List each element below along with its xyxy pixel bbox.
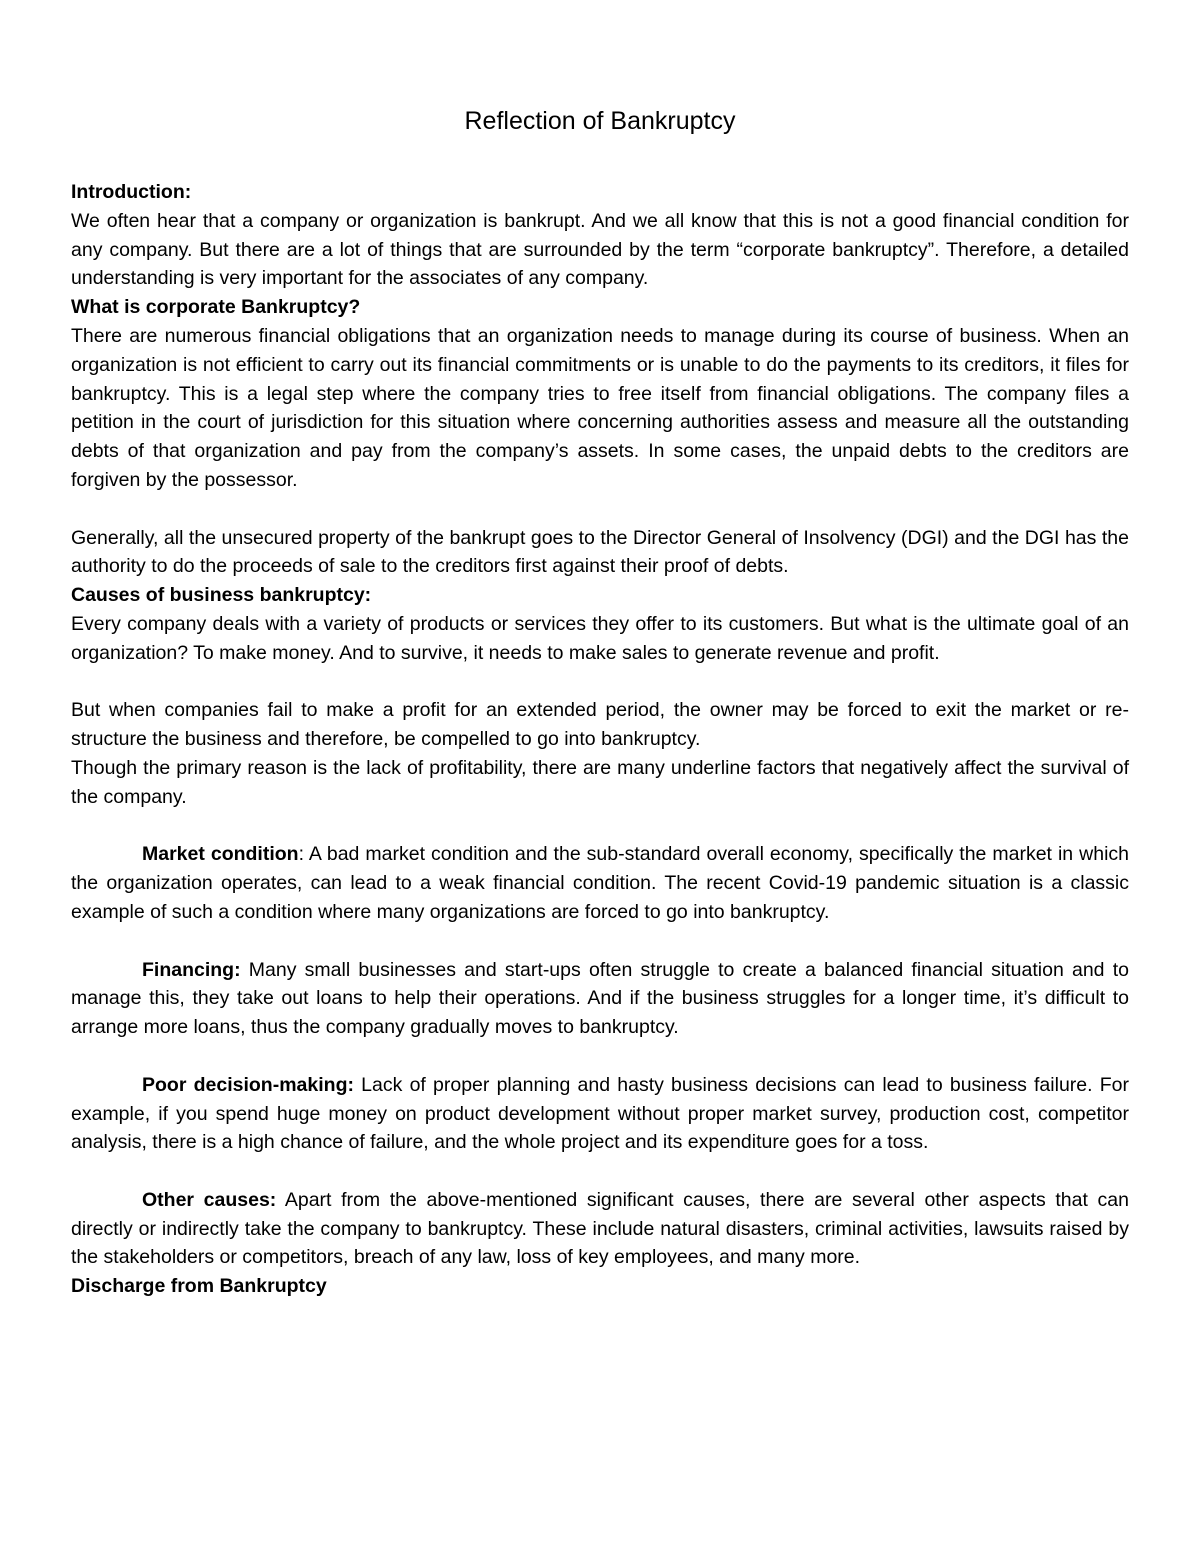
market-condition-paragraph (71, 840, 1129, 926)
financing-paragraph (71, 956, 1129, 1042)
causes-paragraph-2: But when companies fail to make a profit for an extended period, the owner may be forced to exit the market or re-structure the business and therefore, be compelled to go into bankruptcy. (71, 699, 1129, 751)
other-causes-label: Other causes: (142, 1188, 277, 1211)
financing-label: Financing: (142, 958, 241, 981)
discharge-heading: Discharge from Bankruptcy (71, 1275, 327, 1298)
introduction-paragraph: We often hear that a company or organization is bankrupt. And we all know that this is not a good financial condition for any company. But there are a lot of things that are surrounded by the term “corporate bankruptcy”. Therefore, a detailed understanding is very important for the associates of any company. (71, 209, 1129, 290)
causes-heading: Causes of business bankruptcy: (71, 584, 372, 607)
poor-decision-label: Poor decision-making: (142, 1073, 354, 1096)
other-causes-text: Apart from the above-mentioned significant causes, there are several other aspects that can directly or indirectly take the company to bankruptcy. These include natural disasters, criminal activities, lawsuits raised by the stakeholders or competitors, breach of any law, loss of key employees, and many more. (71, 1188, 1129, 1269)
what-is-bankruptcy-heading: What is corporate Bankruptcy? (71, 296, 361, 319)
market-condition-label: Market condition (142, 843, 299, 866)
causes-paragraph-3: Though the primary reason is the lack of profitability, there are many underline factors that negatively affect the survival of the company. (71, 756, 1129, 808)
introduction-heading: Introduction: (71, 181, 192, 203)
financing-text: Many small businesses and start-ups often struggle to create a balanced financial situation and to manage this, they take out loans to help their operations. And if the business struggles for a longer time, it’s difficult to arrange more loans, thus the company gradually moves to bankruptcy. (71, 958, 1129, 1039)
causes-paragraph-1: Every company deals with a variety of products or services they offer to its customers. But what is the ultimate goal of an organization? To make money. And to survive, it needs to make sales to generate revenue and profit. (71, 612, 1129, 664)
poor-decision-text: Lack of proper planning and hasty business decisions can lead to business failure. For example, if you spend huge money on product development without proper market survey, production cost, competitor analysis, there is a high chance of failure, and the whole project and its expenditure goes for a toss. (71, 1073, 1129, 1154)
market-condition-text: : A bad market condition and the sub-standard overall economy, specifically the market in which the organization operates, can lead to a weak financial condition. The recent Covid-19 pandemic situation is a classic example of such a condition where many organizations are forced to go into bankruptcy. (71, 843, 1129, 923)
document-title: Reflection of Bankruptcy (464, 107, 736, 135)
poor-decision-paragraph (71, 1071, 1129, 1157)
what-is-bankruptcy-paragraph: There are numerous financial obligations that an organization needs to manage during its course of business. When an organization is not efficient to carry out its financial commitments or is unable to do the payments to its creditors, it files for bankruptcy. This is a legal step where the company tries to free itself from financial obligations. The company files a petition in the court of jurisdiction for this situation where concerning authorities assess and measure all the outstanding debts of that organization and pay from the company’s assets. In some cases, the unpaid debts to the creditors are forgiven by the possessor. (71, 324, 1129, 491)
dgi-paragraph: Generally, all the unsecured property of the bankrupt goes to the Director General of Insolvency (DGI) and the DGI has the authority to do the proceeds of sale to the creditors first against their proof of debts. (71, 526, 1129, 578)
other-causes-paragraph (71, 1186, 1129, 1272)
document-page (71, 104, 1129, 1301)
